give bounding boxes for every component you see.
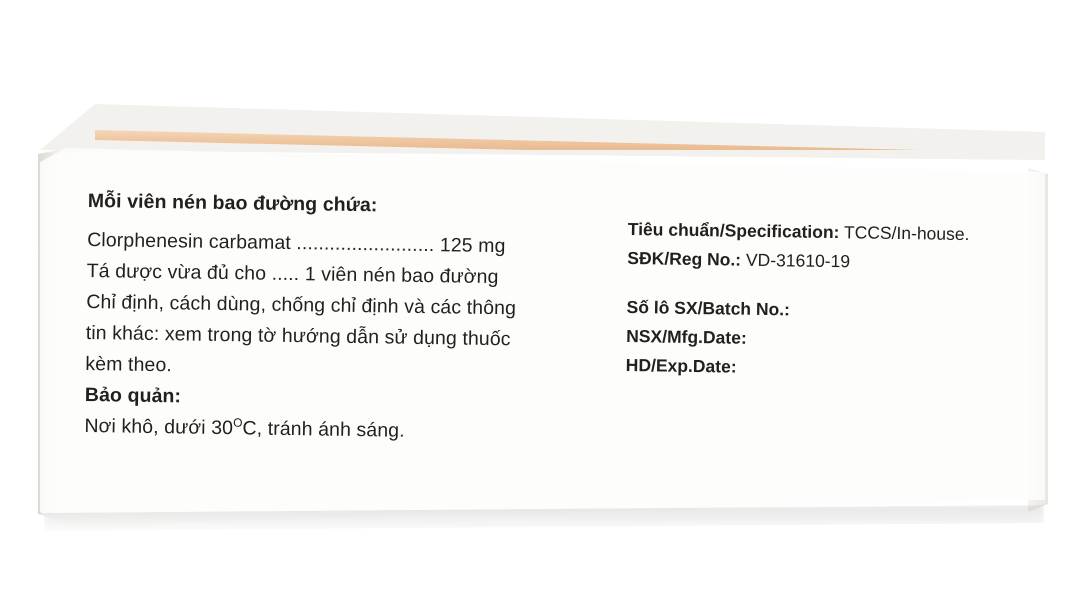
exp-date-label: HD/Exp.Date: — [625, 354, 737, 377]
mfg-date-label: NSX/Mfg.Date: — [626, 325, 747, 348]
batch-label: Số lô SX/Batch No.: — [626, 296, 791, 320]
storage-text-before-degree: Nơi khô, dưới 30 — [84, 414, 234, 440]
composition-text-block — [84, 186, 608, 450]
specification-value: TCCS/In-house. — [843, 222, 970, 245]
indications-line-3: kèm theo. — [85, 352, 173, 377]
excipient-line: Tá dược vừa đủ cho ..... 1 viên nén bao đường — [86, 259, 499, 289]
storage-heading: Bảo quản: — [84, 383, 182, 408]
indications-line-2: tin khác: xem trong tờ hướng dẫn sử dụng thuốc — [85, 321, 511, 351]
composition-heading: Mỗi viên nén bao đường chứa: — [87, 189, 378, 217]
registration-value: VD-31610-19 — [745, 249, 851, 272]
exp-date-row — [626, 351, 1026, 386]
degree-symbol: O — [233, 415, 243, 430]
registration-label: SĐK/Reg No.: — [627, 247, 742, 270]
specification-label: Tiêu chuẩn/Specification: — [627, 218, 840, 243]
indications-line-1: Chỉ định, cách dùng, chống chỉ định và các thông — [86, 290, 517, 320]
storage-text-after-degree: C, tránh ánh sáng. — [242, 417, 405, 442]
active-ingredient-line: Clorphenesin carbamat ......................... 125 mg — [87, 228, 506, 258]
regulatory-text-block — [626, 215, 1028, 386]
registration-row — [627, 244, 1027, 279]
